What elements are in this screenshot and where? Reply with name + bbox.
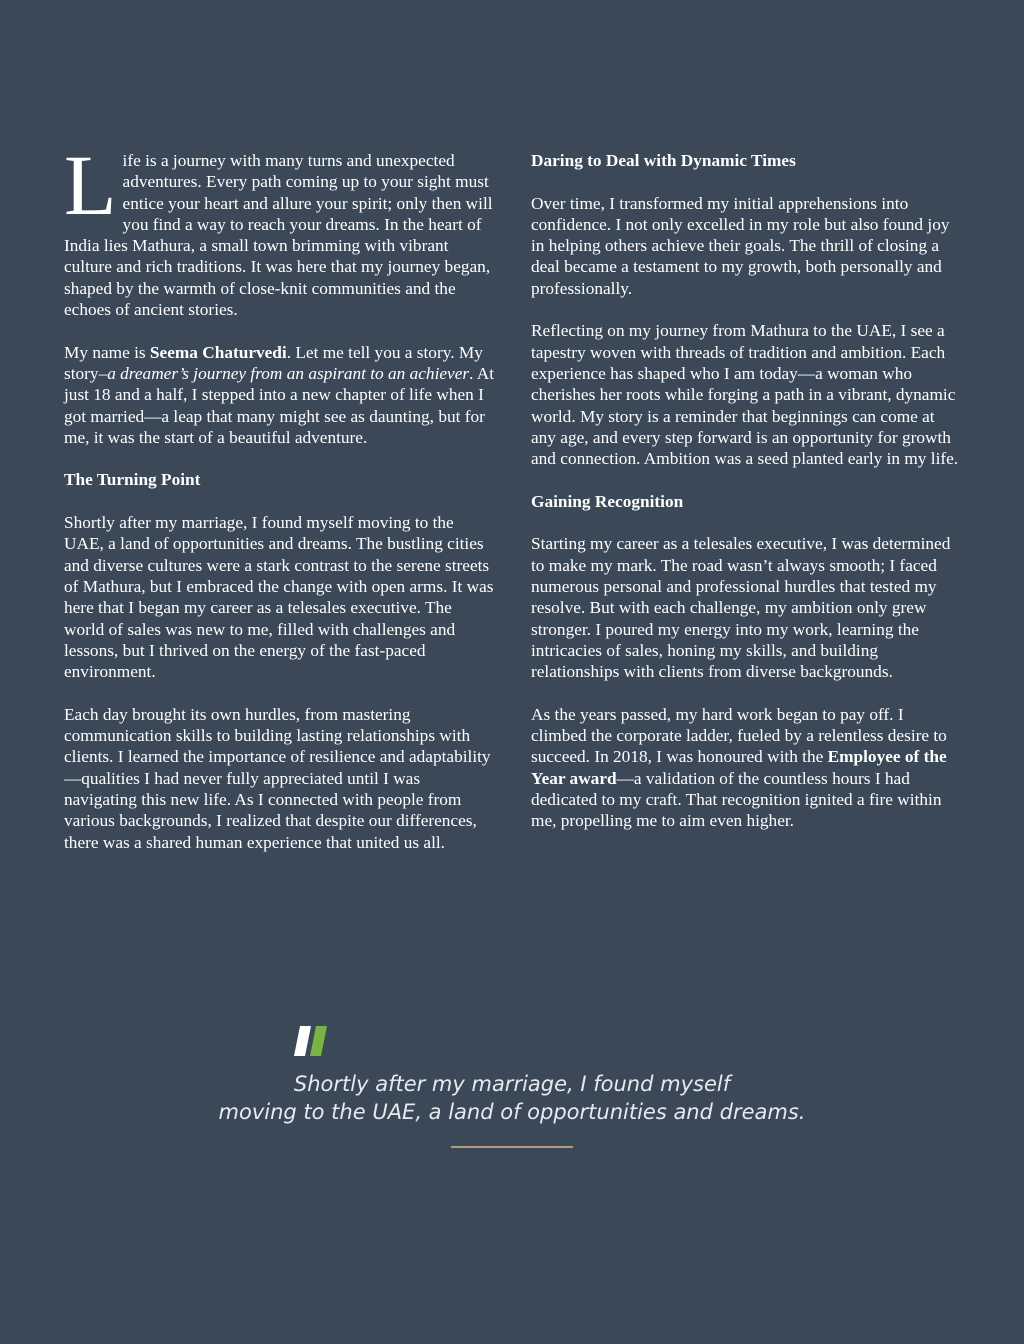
uae-paragraph: Shortly after my marriage, I found myself moving to the UAE, a land of opportunities and dreams. The bustling cities and diverse cultures were a stark contrast to the serene streets of Mathura, but I embraced the change with open arms. It was here that I began my career as a telesales executive. The world of sales was new to me, filled with challenges and lessons, but I thrived on the energy of the fast-paced environment. [64,513,494,682]
pull-quote-line-1: Shortly after my marriage, I found myself [293,1072,731,1096]
hurdles-paragraph: Each day brought its own hurdles, from mastering communication skills to building lasting relationships with clients. I learned the importance of resilience and adaptability—qualities I had never fully appreciated until I was navigating this new life. As I connected with people from various backgrounds, I realized that despite our differences, there was a shared human experience that united us all. [64,704,491,852]
drop-cap: L [64,137,117,233]
award-paragraph [531,704,963,832]
intro-text: ife is a journey with many turns and unexpected adventures. Every path coming up to your sight must entice your heart and allure your spirit; only then will you find a way to reach your dreams. In the heart of India lies Mathura, a small town brimming with vibrant culture and rich traditions. It was here that my journey began, shaped by the warmth of close-knit communities and the echoes of ancient stories. [64,151,493,320]
name-text-b: . Let me tell you a story. My story– [64,342,483,383]
name-text-c: . At just 18 and a half, I stepped into a new chapter of life when I got married—a leap that many might see as daunting, but for me, it was the start of a beautiful adventure. [64,363,495,447]
award-text-b: —a validation of the countless hours I had dedicated to my craft. That recognition ignited a fire within me, propelling me to aim even higher. [531,768,942,831]
article-right-column [531,150,963,853]
award-text-a: As the years passed, my hard work began to pay off. I climbed the corporate ladder, fueled by a relentless desire to succeed. In 2018, I was honoured with the [531,704,947,767]
award-name: Employee of the Year award [531,747,947,788]
intro-paragraph [64,137,496,320]
heading-recognition: Gaining Recognition [531,491,684,511]
name-text-a: My name is [64,342,150,362]
career-paragraph: Starting my career as a telesales executive, I was determined to make my mark. The road wasn’t always smooth; I faced numerous personal and professional hurdles that tested my resolve. But with each challenge, my ambition only grew stronger. I poured my energy into my work, learning the intricacies of sales, honing my skills, and building relationships with clients from diverse backgrounds. [531,534,951,682]
article-left-column [64,137,496,874]
reflection-paragraph: Reflecting on my journey from Mathura to the UAE, I see a tapestry woven with threads of tradition and ambition. Each experience has shaped who I am today—a woman who cherishes her roots while forging a path in a vibrant, dynamic world. My story is a reminder that beginnings can come at any age, and every step forward is an opportunity for growth and connection. Ambition was a seed planted early in my life. [531,321,959,469]
pull-quote-text [0,1070,1024,1126]
author-name: Seema Chaturvedi [149,342,287,362]
name-paragraph [64,342,496,448]
pull-quote-line-2: moving to the UAE, a land of opportunities and dreams. [218,1100,806,1124]
story-tagline: a dreamer’s journey from an aspirant to an achiever [107,363,470,383]
confidence-paragraph: Over time, I transformed my initial apprehensions into confidence. I not only excelled in my role but also found joy in helping others achieve their goals. The thrill of closing a deal became a testament to my growth, both personally and professionally. [531,193,950,298]
quote-mark-icon [294,1026,330,1056]
heading-turning-point: The Turning Point [64,470,201,490]
pull-quote-divider [451,1146,573,1148]
heading-daring: Daring to Deal with Dynamic Times [531,151,796,170]
